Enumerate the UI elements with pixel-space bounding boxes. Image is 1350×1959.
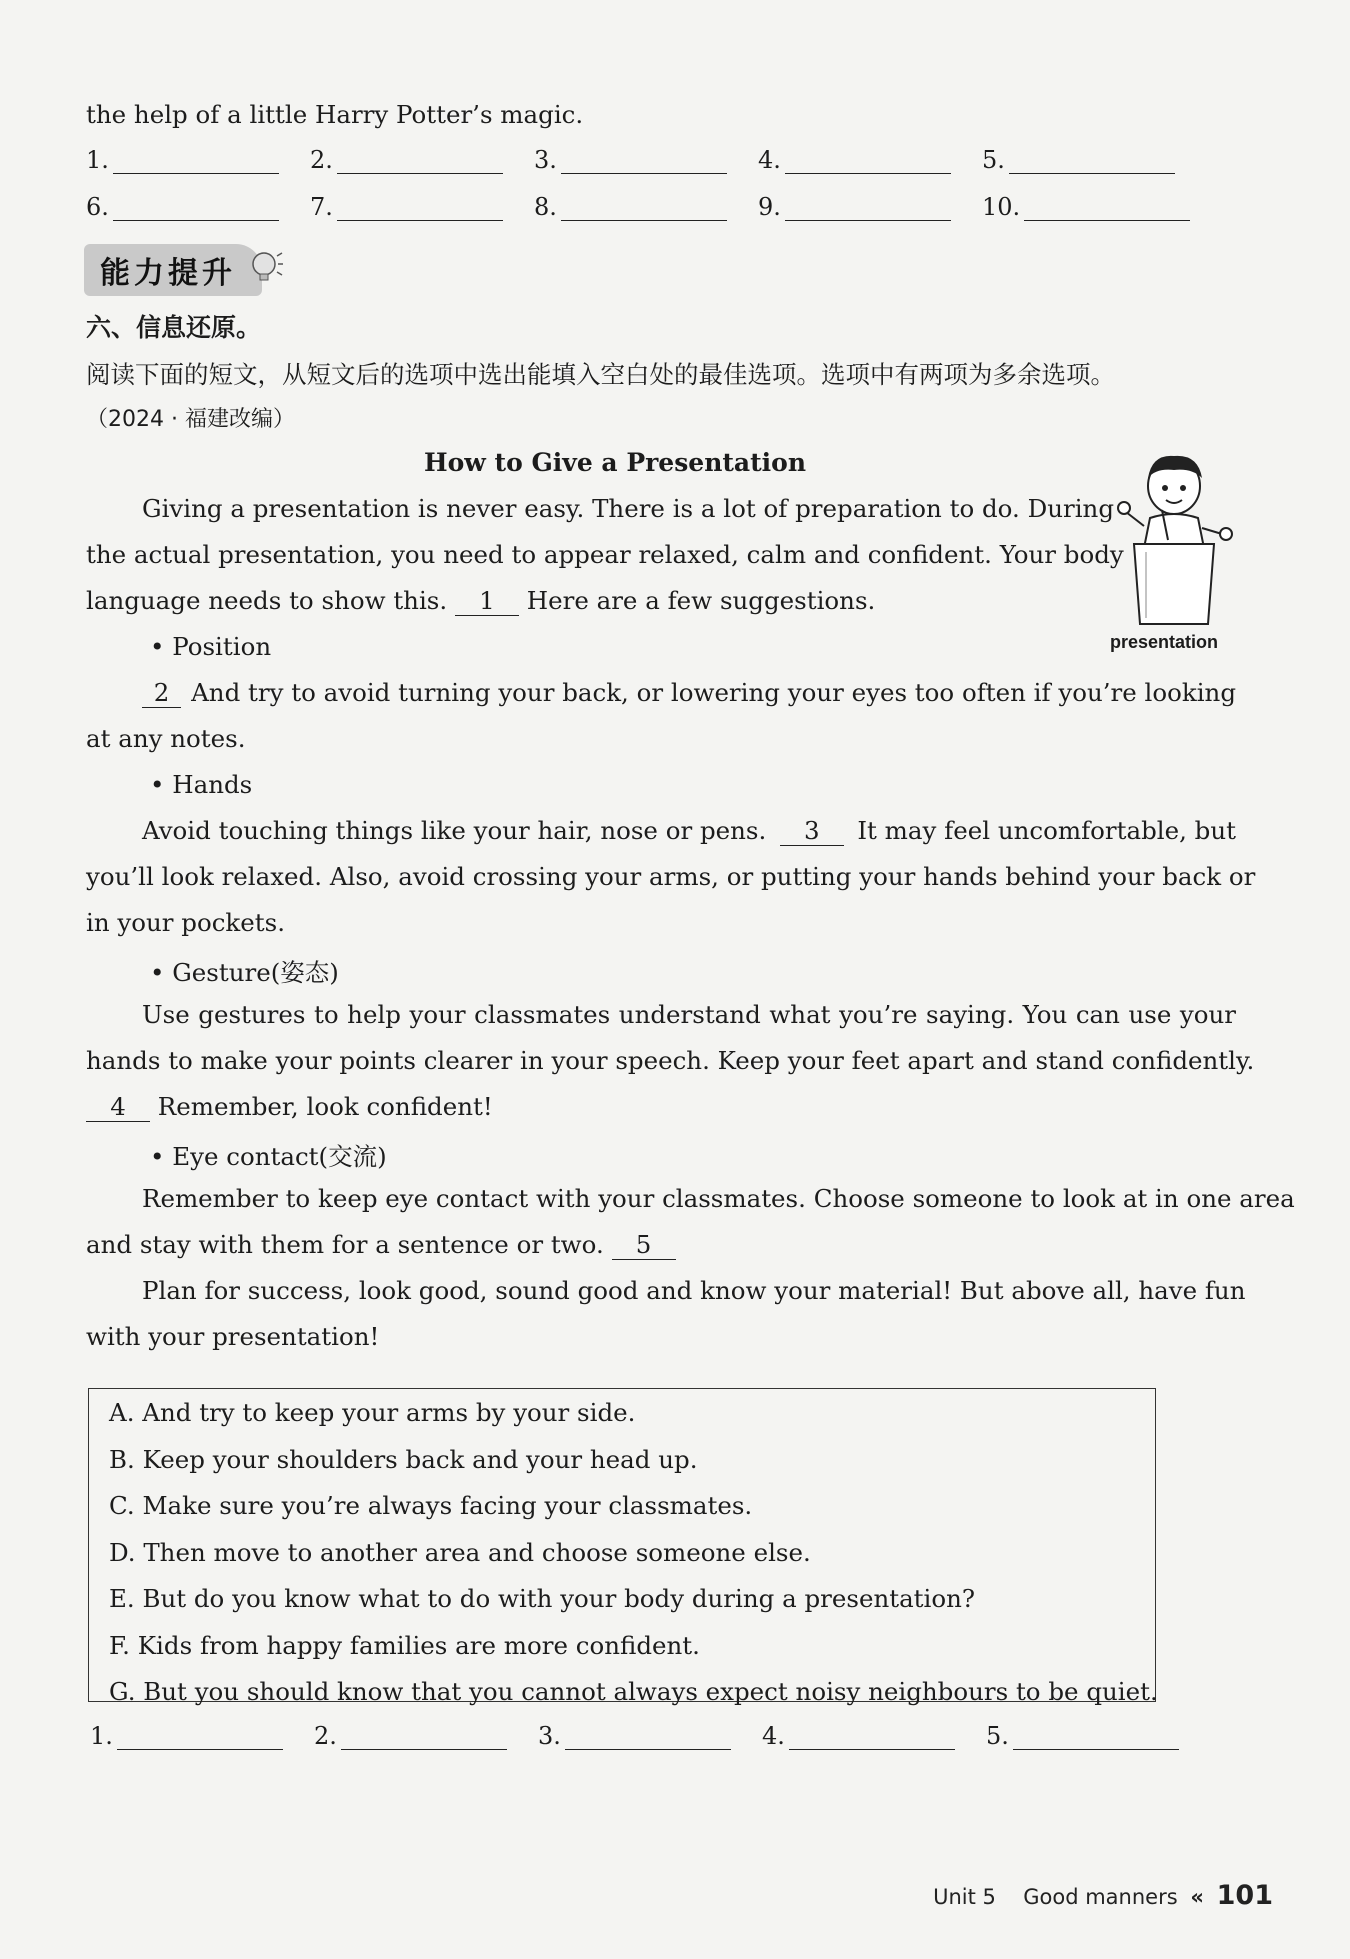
subheading-hands: • Hands <box>150 770 253 799</box>
paragraph-line: 4 Remember, look confident! <box>86 1092 493 1122</box>
paragraph-line: Remember to keep eye contact with your classmates. Choose someone to look at in one area <box>142 1184 1295 1213</box>
answer-blank[interactable]: 6. <box>86 193 310 221</box>
answer-blank[interactable]: 1. <box>86 146 310 174</box>
answer-blank[interactable]: 4. <box>758 146 982 174</box>
paragraph-line: Avoid touching things like your hair, nose or pens. 3 It may feel uncomfortable, but <box>142 816 1236 845</box>
paragraph-line: the actual presentation, you need to appear relaxed, calm and confident. Your body <box>86 540 1124 569</box>
exercise-source: （2024 · 福建改编） <box>86 407 295 432</box>
answer-blank[interactable]: 7. <box>310 193 534 221</box>
answer-blank[interactable]: 1. <box>90 1722 314 1750</box>
continuation-line: the help of a little Harry Potter’s magic. <box>86 100 584 129</box>
inline-blank[interactable]: 2 <box>142 678 181 708</box>
paragraph-line: in your pockets. <box>86 908 285 937</box>
answer-blank[interactable]: 8. <box>534 193 758 221</box>
chevron-left-icon: « <box>1190 1885 1204 1909</box>
exercise-instruction: 阅读下面的短文，从短文后的选项中选出能填入空白处的最佳选项。选项中有两项为多余选项。 <box>86 360 1115 389</box>
paragraph-line: at any notes. <box>86 724 246 753</box>
paragraph-line: hands to make your points clearer in your speech. Keep your feet apart and stand confidently. <box>86 1046 1255 1075</box>
option-e[interactable]: E. But do you know what to do with your body during a presentation? <box>109 1584 976 1613</box>
option-g[interactable]: G. But you should know that you cannot always expect noisy neighbours to be quiet. <box>109 1677 1158 1706</box>
paragraph-line: Giving a presentation is never easy. There is a lot of preparation to do. During <box>142 494 1115 523</box>
section-banner-title: 能力提升 <box>100 256 236 291</box>
answer-blank[interactable]: 3. <box>534 146 758 174</box>
answer-row-2 <box>86 193 1206 221</box>
inline-blank[interactable]: 4 <box>86 1092 150 1122</box>
presenter-illustration <box>1112 448 1250 638</box>
option-c[interactable]: C. Make sure you’re always facing your classmates. <box>109 1491 753 1520</box>
illustration-caption: presentation <box>1110 632 1219 652</box>
paragraph-line: 2 And try to avoid turning your back, or lowering your eyes too often if you’re looking <box>142 678 1236 708</box>
subheading-position: • Position <box>150 632 272 661</box>
page-footer <box>933 1880 1273 1911</box>
answer-blank[interactable]: 9. <box>758 193 982 221</box>
paragraph-line: and stay with them for a sentence or two. 5 <box>86 1230 676 1260</box>
answer-blank[interactable]: 10. <box>982 193 1206 221</box>
subheading-eye-contact: • Eye contact(交流) <box>150 1142 387 1171</box>
page-number: 101 <box>1216 1880 1273 1911</box>
paragraph-line: with your presentation! <box>86 1322 380 1351</box>
subheading-gesture: • Gesture(姿态) <box>150 958 339 987</box>
option-d[interactable]: D. Then move to another area and choose someone else. <box>109 1537 811 1567</box>
paragraph-line: Plan for success, look good, sound good and know your material! But above all, have fun <box>142 1276 1246 1305</box>
footer-unit: Unit 5 <box>933 1885 996 1909</box>
answer-blank[interactable]: 5. <box>982 146 1206 174</box>
options-box <box>88 1388 1158 1706</box>
lightbulb-icon <box>248 246 284 286</box>
answer-blank[interactable]: 2. <box>314 1722 538 1750</box>
answer-blank[interactable]: 3. <box>538 1722 762 1750</box>
inline-blank[interactable]: 3 <box>780 816 844 846</box>
inline-blank[interactable]: 1 <box>455 586 519 616</box>
answer-blank[interactable]: 5. <box>986 1722 1210 1750</box>
footer-unit-title: Good manners <box>1023 1885 1178 1909</box>
answer-blank[interactable]: 4. <box>762 1722 986 1750</box>
inline-blank[interactable]: 5 <box>612 1230 676 1260</box>
paragraph-line: you’ll look relaxed. Also, avoid crossing your arms, or putting your hands behind your back or <box>86 862 1256 891</box>
option-b[interactable]: B. Keep your shoulders back and your head up. <box>109 1444 698 1474</box>
paragraph-line: language needs to show this. 1 Here are a few suggestions. <box>86 586 876 615</box>
option-f[interactable]: F. Kids from happy families are more confident. <box>109 1630 700 1660</box>
answer-blank[interactable]: 2. <box>310 146 534 174</box>
answer-row-options <box>90 1722 1210 1750</box>
article-title: How to Give a Presentation <box>424 448 807 477</box>
paragraph-line: Use gestures to help your classmates understand what you’re saying. You can use your <box>142 1000 1236 1029</box>
exercise-heading: 六、信息还原。 <box>86 313 262 342</box>
answer-row-1 <box>86 146 1206 174</box>
option-a[interactable]: A. And try to keep your arms by your side. <box>109 1398 636 1427</box>
